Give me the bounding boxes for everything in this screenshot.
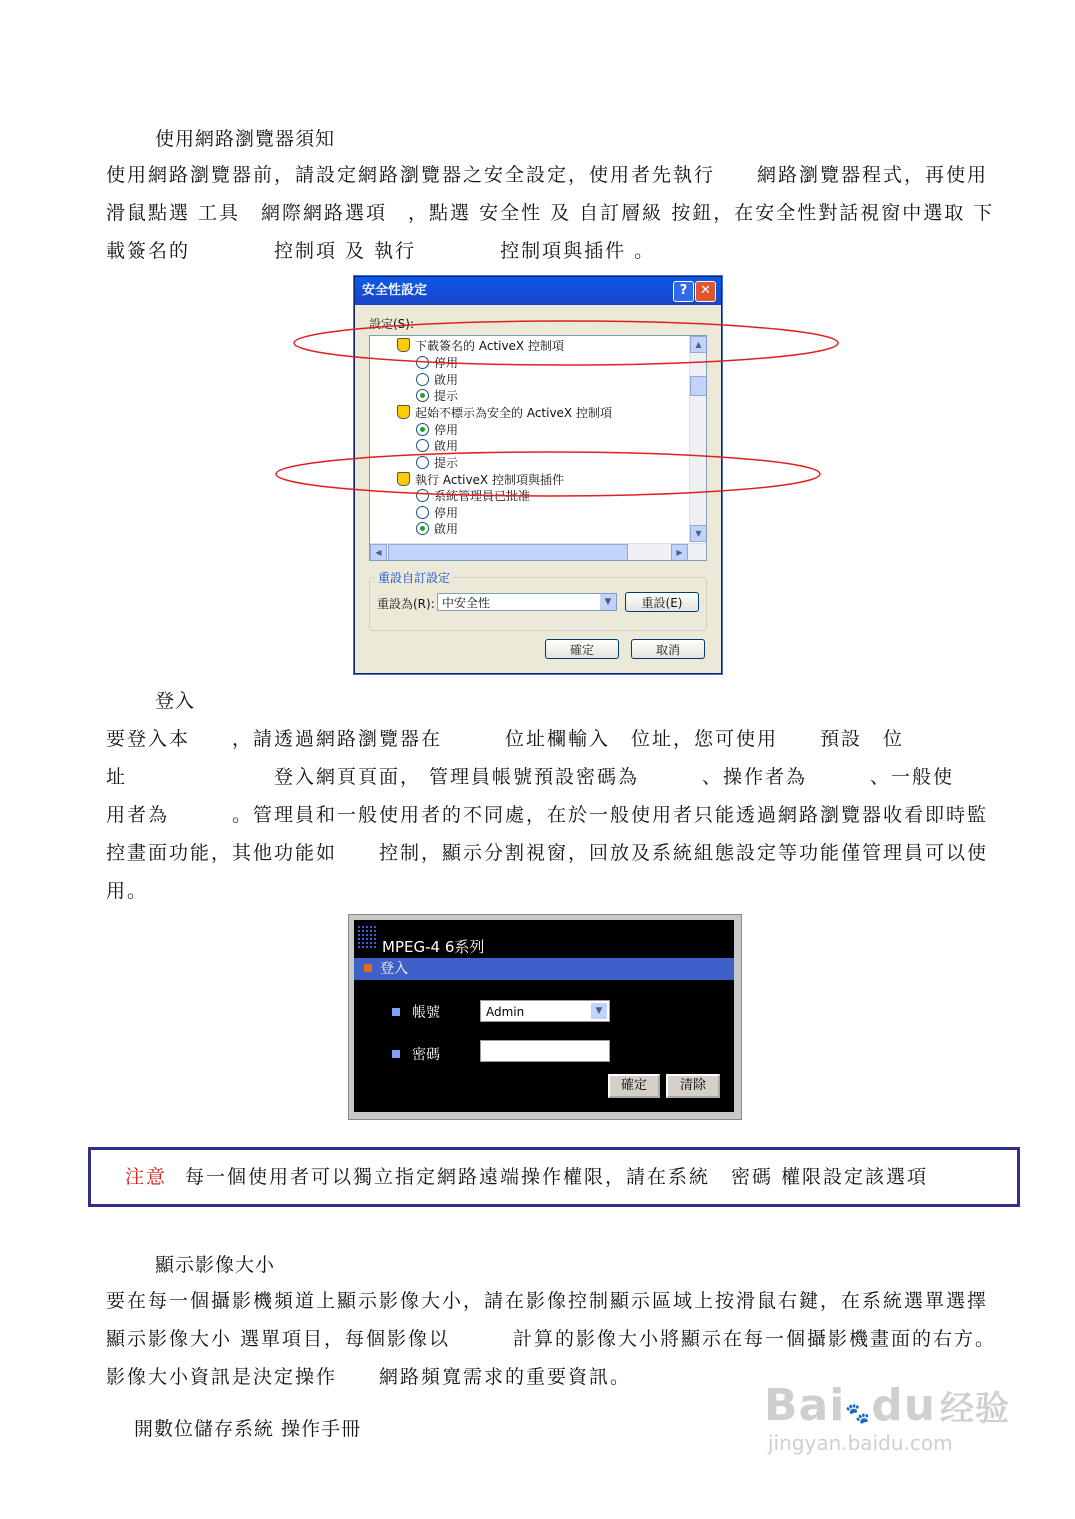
highlight-ellipse <box>294 321 838 365</box>
dialog-title: 安全性設定 <box>362 283 428 298</box>
close-button[interactable]: ✕ <box>695 281 716 302</box>
paragraph-image-size <box>106 1282 997 1396</box>
section-heading-browser: 使用網路瀏覽器須知 <box>155 128 336 150</box>
text-line: 址 登入網頁頁面， 管理員帳號預設密碼為 、操作者為 、一般使 <box>106 766 955 788</box>
scroll-up-icon[interactable]: ▲ <box>690 336 707 353</box>
bullet-icon <box>392 1008 400 1016</box>
section-heading-image-size: 顯示影像大小 <box>155 1254 276 1276</box>
setting-group: 執行 ActiveX 控制項與插件 <box>397 472 564 488</box>
text-line: 要在每一個攝影機頻道上顯示影像大小，請在影像控制顯示區域上按滑鼠右鍵，在系統選單選擇 <box>106 1290 989 1312</box>
ok-button[interactable]: 確定 <box>545 639 619 659</box>
notice-label: 注意 <box>125 1166 168 1188</box>
text-line: 用者為 。管理員和一般使用者的不同處，在於一般使用者只能透過網路瀏覽器收看即時監 <box>106 804 989 826</box>
radio-option[interactable]: 停用 <box>416 355 458 371</box>
chevron-down-icon[interactable]: ▼ <box>600 594 616 610</box>
grid-logo-icon <box>358 926 378 950</box>
text-line: 用。 <box>106 880 149 902</box>
radio-option[interactable]: 啟用 <box>416 372 458 388</box>
highlight-ellipse <box>276 452 820 496</box>
paragraph-login <box>106 720 989 910</box>
scroll-right-icon[interactable]: ▶ <box>671 544 688 561</box>
reset-group-label: 重設自訂設定 <box>375 569 453 586</box>
text-line: 控畫面功能，其他功能如 控制，顯示分割視窗，回放及系統組態設定等功能僅管理員可以使 <box>106 842 989 864</box>
account-select[interactable]: Admin ▼ <box>480 1000 610 1022</box>
text-line: 使用網路瀏覽器前，請設定網路瀏覽器之安全設定，使用者先執行 網路瀏覽器程式，再使用 <box>106 164 989 186</box>
setting-group: 下載簽名的 ActiveX 控制項 <box>397 338 564 354</box>
login-header-bar: 登入 <box>354 958 734 980</box>
bullet-icon <box>364 964 372 972</box>
reset-level-value: 中安全性 <box>442 596 491 610</box>
notice-text: 每一個使用者可以獨立指定網路遠端操作權限，請在系統 密碼 權限設定該選項 <box>185 1166 929 1188</box>
login-clear-button[interactable]: 清除 <box>666 1074 720 1098</box>
reset-to-label: 重設為(R): <box>377 597 435 611</box>
password-label: 密碼 <box>392 1044 440 1064</box>
paw-icon: 🐾 <box>845 1401 872 1425</box>
login-ok-button[interactable]: 確定 <box>608 1074 660 1098</box>
watermark-logo: Bai🐾du 经验 <box>764 1380 1011 1431</box>
login-panel <box>348 914 742 1120</box>
text-line: 影像大小資訊是決定操作 網路頻寬需求的重要資訊。 <box>106 1366 632 1388</box>
radio-option[interactable]: 啟用 <box>416 438 458 454</box>
scroll-down-icon[interactable]: ▼ <box>690 525 707 542</box>
bullet-icon <box>392 1050 400 1058</box>
radio-option[interactable]: 停用 <box>416 505 458 521</box>
text-line: 滑鼠點選 工具 網際網路選項 ，點選 安全性 及 自訂層級 按鈕，在安全性對話視窗中選取 下 <box>106 202 995 224</box>
notice-box <box>88 1147 1020 1207</box>
login-app-title: MPEG-4 6系列 <box>382 938 485 956</box>
chevron-down-icon[interactable]: ▼ <box>591 1003 607 1019</box>
radio-option[interactable]: 提示 <box>416 388 458 404</box>
reset-button[interactable]: 重設(E) <box>625 592 699 612</box>
cancel-button[interactable]: 取消 <box>631 639 705 659</box>
text-line: 載簽名的 控制項 及 執行 控制項與插件 。 <box>106 240 656 262</box>
help-button[interactable]: ? <box>673 281 694 302</box>
baidu-watermark <box>764 1380 1014 1480</box>
radio-option[interactable]: 系統管理員已批准 <box>416 488 530 504</box>
section-heading-login: 登入 <box>155 690 196 712</box>
account-label: 帳號 <box>392 1002 440 1022</box>
radio-option[interactable]: 啟用 <box>416 521 458 537</box>
scroll-left-icon[interactable]: ◀ <box>370 544 387 561</box>
radio-option[interactable]: 停用 <box>416 422 458 438</box>
setting-group: 起始不標示為安全的 ActiveX 控制項 <box>397 405 612 421</box>
radio-option[interactable]: 提示 <box>416 455 458 471</box>
footer-line: 開數位儲存系統 操作手冊 <box>134 1418 362 1440</box>
watermark-url: jingyan.baidu.com <box>768 1431 953 1455</box>
password-input[interactable] <box>480 1040 610 1062</box>
settings-label: 設定(S): <box>369 317 415 331</box>
text-line: 要登入本 ，請透過網路瀏覽器在 位址欄輸入 位址，您可使用 預設 位 <box>106 728 905 750</box>
text-line: 顯示影像大小 選單項目，每個影像以 計算的影像大小將顯示在每一個攝影機畫面的右方。 <box>106 1328 997 1350</box>
